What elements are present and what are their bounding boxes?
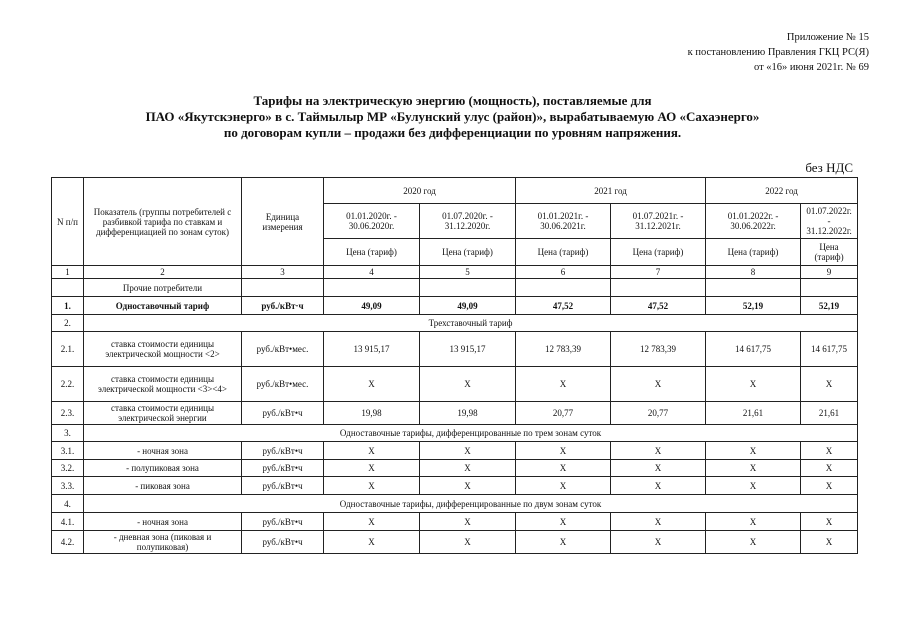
header-price: Цена (тариф) <box>420 239 516 266</box>
header-year: 2022 год <box>706 178 858 204</box>
price-cell: X <box>420 531 516 554</box>
row-number: 3. <box>52 425 84 442</box>
price-cell: X <box>516 460 611 477</box>
column-number: 2 <box>84 266 242 279</box>
row-indicator: - ночная зона <box>84 513 242 531</box>
row-number: 2.1. <box>52 332 84 367</box>
column-number: 5 <box>420 266 516 279</box>
appendix-resolution: к постановлению Правления ГКЦ РС(Я) <box>687 47 869 58</box>
price-cell: 20,77 <box>516 402 611 425</box>
price-cell: X <box>611 460 706 477</box>
table-row <box>52 531 858 554</box>
price-cell: X <box>324 531 420 554</box>
header-num: N п/п <box>52 178 84 266</box>
price-cell: 14 617,75 <box>801 332 858 367</box>
price-cell: X <box>801 513 858 531</box>
price-cell: X <box>611 442 706 460</box>
row-number: 3.3. <box>52 477 84 495</box>
title-line-2: ПАО «Якутскэнерго» в с. Таймылыр МР «Булунский улус (район)», вырабатываемую АО «Сахаэнерго» <box>145 109 760 124</box>
price-cell: X <box>324 513 420 531</box>
price-cell: 13 915,17 <box>324 332 420 367</box>
price-cell: X <box>324 442 420 460</box>
price-cell: X <box>324 477 420 495</box>
row-number: 3.1. <box>52 442 84 460</box>
tariff-table <box>51 177 858 554</box>
price-cell: X <box>706 367 801 402</box>
column-number: 7 <box>611 266 706 279</box>
price-cell: X <box>801 460 858 477</box>
row-indicator: ставка стоимости единицы электрической мощности <2> <box>84 332 242 367</box>
price-cell: 47,52 <box>611 297 706 315</box>
row-number: 3.2. <box>52 460 84 477</box>
empty-cell <box>516 279 611 297</box>
price-cell: X <box>420 442 516 460</box>
price-cell: X <box>611 531 706 554</box>
price-cell: 21,61 <box>706 402 801 425</box>
table-row <box>52 367 858 402</box>
column-number-row <box>52 266 858 279</box>
header-price: Цена (тариф) <box>611 239 706 266</box>
column-number: 9 <box>801 266 858 279</box>
price-cell: X <box>516 513 611 531</box>
price-cell: X <box>420 367 516 402</box>
row-unit: руб./кВт•ч <box>242 460 324 477</box>
price-cell: X <box>420 460 516 477</box>
column-number: 3 <box>242 266 324 279</box>
table-row <box>52 460 858 477</box>
column-number: 4 <box>324 266 420 279</box>
price-cell: X <box>706 460 801 477</box>
table-row <box>52 442 858 460</box>
header-price: Цена (тариф) <box>324 239 420 266</box>
header-price: Цена (тариф) <box>801 239 858 266</box>
table-row <box>52 297 858 315</box>
price-cell: X <box>420 513 516 531</box>
vat-note: без НДС <box>805 160 853 175</box>
price-cell: X <box>801 367 858 402</box>
price-cell: 19,98 <box>324 402 420 425</box>
price-cell: 20,77 <box>611 402 706 425</box>
row-indicator: - ночная зона <box>84 442 242 460</box>
group-label: Прочие потребители <box>84 279 242 297</box>
header-period: 01.01.2021г. - 30.06.2021г. <box>516 204 611 239</box>
price-cell: 13 915,17 <box>420 332 516 367</box>
group-num-cell <box>52 279 84 297</box>
row-unit: руб./кВт•мес. <box>242 332 324 367</box>
title-line-1: Тарифы на электрическую энергию (мощность), поставляемые для <box>253 93 652 108</box>
price-cell: X <box>611 367 706 402</box>
empty-cell <box>706 279 801 297</box>
price-cell: X <box>706 477 801 495</box>
price-cell: X <box>801 442 858 460</box>
price-cell: 19,98 <box>420 402 516 425</box>
header-year: 2021 год <box>516 178 706 204</box>
table-row <box>52 332 858 367</box>
price-cell: 21,61 <box>801 402 858 425</box>
price-cell: X <box>706 442 801 460</box>
price-cell: X <box>611 513 706 531</box>
header-year: 2020 год <box>324 178 516 204</box>
price-cell: X <box>516 531 611 554</box>
price-cell: 52,19 <box>801 297 858 315</box>
title-line-3: по договорам купли – продажи без дифференциации по уровням напряжения. <box>223 125 682 140</box>
empty-cell <box>420 279 516 297</box>
price-cell: X <box>324 367 420 402</box>
price-cell: X <box>516 442 611 460</box>
appendix-date: от «16» июня 2021г. № 69 <box>753 62 869 73</box>
price-cell: X <box>706 531 801 554</box>
header-period: 01.07.2022г. - 31.12.2022г. <box>801 204 858 239</box>
row-unit: руб./кВт•ч <box>242 513 324 531</box>
row-indicator: - пиковая зона <box>84 477 242 495</box>
row-number: 2. <box>52 315 84 332</box>
header-period: 01.07.2020г. - 31.12.2020г. <box>420 204 516 239</box>
row-unit: руб./кВт•ч <box>242 442 324 460</box>
price-cell: 12 783,39 <box>611 332 706 367</box>
header-period: 01.07.2021г. - 31.12.2021г. <box>611 204 706 239</box>
price-cell: X <box>516 367 611 402</box>
price-cell: 12 783,39 <box>516 332 611 367</box>
row-section-title: Одноставочные тарифы, дифференцированные по двум зонам суток <box>84 495 858 513</box>
column-number: 8 <box>706 266 801 279</box>
price-cell: X <box>324 460 420 477</box>
price-cell: 49,09 <box>420 297 516 315</box>
row-number: 4.2. <box>52 531 84 554</box>
price-cell: X <box>706 513 801 531</box>
column-number: 1 <box>52 266 84 279</box>
table-row <box>52 495 858 513</box>
empty-cell <box>611 279 706 297</box>
empty-cell <box>801 279 858 297</box>
column-number: 6 <box>516 266 611 279</box>
document-title <box>0 93 905 141</box>
group-row-other-consumers <box>52 279 858 297</box>
price-cell: 52,19 <box>706 297 801 315</box>
row-number: 2.3. <box>52 402 84 425</box>
row-indicator: - полупиковая зона <box>84 460 242 477</box>
row-indicator: Одноставочный тариф <box>84 297 242 315</box>
row-unit: руб./кВт•ч <box>242 477 324 495</box>
row-section-title: Трехставочный тариф <box>84 315 858 332</box>
header-price: Цена (тариф) <box>516 239 611 266</box>
header-unit: Единица измерения <box>242 178 324 266</box>
row-section-title: Одноставочные тарифы, дифференцированные по трем зонам суток <box>84 425 858 442</box>
price-cell: 14 617,75 <box>706 332 801 367</box>
empty-cell <box>242 279 324 297</box>
row-number: 4.1. <box>52 513 84 531</box>
empty-cell <box>324 279 420 297</box>
row-number: 2.2. <box>52 367 84 402</box>
header-period: 01.01.2022г. - 30.06.2022г. <box>706 204 801 239</box>
row-number: 1. <box>52 297 84 315</box>
appendix-header <box>688 30 869 75</box>
table-row <box>52 477 858 495</box>
table-row <box>52 425 858 442</box>
row-indicator: - дневная зона (пиковая и полупиковая) <box>84 531 242 554</box>
price-cell: X <box>420 477 516 495</box>
row-indicator: ставка стоимости единицы электрической энергии <box>84 402 242 425</box>
table-row <box>52 315 858 332</box>
price-cell: 49,09 <box>324 297 420 315</box>
price-cell: X <box>801 531 858 554</box>
header-price: Цена (тариф) <box>706 239 801 266</box>
row-indicator: ставка стоимости единицы электрической мощности <3><4> <box>84 367 242 402</box>
table-row <box>52 402 858 425</box>
header-indicator: Показатель (группы потребителей с разбивкой тарифа по ставкам и дифференциацией по зонам суток) <box>84 178 242 266</box>
table-row <box>52 513 858 531</box>
appendix-number: Приложение № 15 <box>786 32 869 43</box>
row-unit: руб./кВт•ч <box>242 531 324 554</box>
row-number: 4. <box>52 495 84 513</box>
price-cell: X <box>801 477 858 495</box>
price-cell: X <box>611 477 706 495</box>
price-cell: X <box>516 477 611 495</box>
price-cell: 47,52 <box>516 297 611 315</box>
row-unit: руб./кВт•ч <box>242 402 324 425</box>
row-unit: руб./кВт·ч <box>242 297 324 315</box>
header-period: 01.01.2020г. - 30.06.2020г. <box>324 204 420 239</box>
row-unit: руб./кВт•мес. <box>242 367 324 402</box>
header-row-years <box>52 178 858 204</box>
